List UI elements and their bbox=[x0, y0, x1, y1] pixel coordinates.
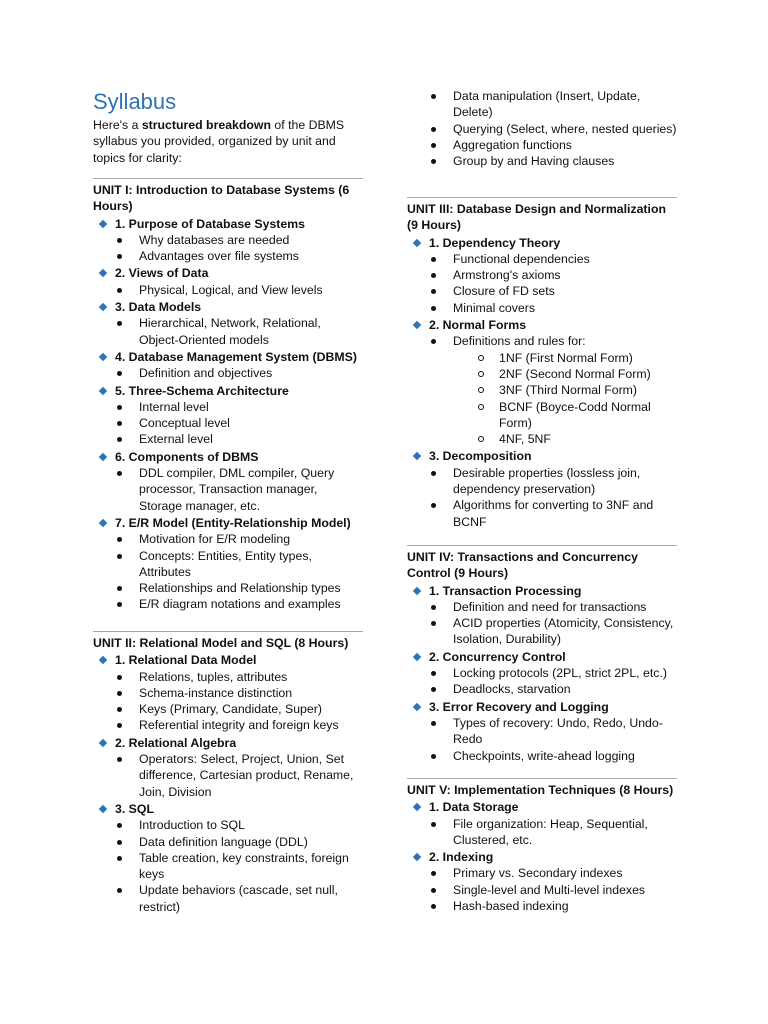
bullet-icon bbox=[117, 691, 122, 696]
list-item-text: Querying (Select, where, nested queries) bbox=[453, 121, 677, 136]
list-item-text: Schema-instance distinction bbox=[139, 685, 293, 700]
list-item bbox=[93, 465, 363, 514]
unit-heading: UNIT III: Database Design and Normalization (9 Hours) bbox=[407, 197, 677, 234]
list-item bbox=[407, 748, 677, 764]
sub-list-item bbox=[407, 399, 677, 432]
topic-title: 3. Data Models bbox=[115, 300, 202, 315]
bullet-icon bbox=[117, 254, 122, 259]
list-item-text: Advantages over file systems bbox=[139, 249, 299, 264]
bullet-list bbox=[407, 599, 677, 648]
topic-title: 1. Transaction Processing bbox=[429, 583, 582, 598]
topic-heading bbox=[407, 235, 677, 251]
list-item bbox=[93, 717, 363, 733]
unit-4-section bbox=[407, 545, 677, 764]
topic-heading bbox=[93, 349, 363, 365]
intro-paragraph bbox=[93, 117, 361, 166]
list-item-text: Why databases are needed bbox=[139, 232, 290, 247]
topic-title: 2. Concurrency Control bbox=[429, 649, 566, 664]
list-item-text: Locking protocols (2PL, strict 2PL, etc.) bbox=[453, 666, 667, 681]
list-item bbox=[93, 232, 363, 248]
bullet-icon bbox=[431, 721, 436, 726]
unit-heading: UNIT II: Relational Model and SQL (8 Hours) bbox=[93, 631, 363, 651]
unit-3-section bbox=[407, 197, 677, 530]
list-item bbox=[93, 751, 363, 800]
list-item bbox=[93, 580, 363, 596]
bullet-list bbox=[407, 816, 677, 849]
topic-heading bbox=[93, 216, 363, 232]
diamond-bullet-icon bbox=[99, 739, 107, 747]
list-item bbox=[407, 88, 677, 121]
topic-title: 3. Error Recovery and Logging bbox=[429, 699, 609, 714]
intro-text-start: Here's a bbox=[93, 118, 142, 132]
list-item bbox=[93, 248, 363, 264]
list-item-text: Data definition language (DDL) bbox=[139, 834, 308, 849]
topic-heading bbox=[93, 265, 363, 281]
list-item bbox=[407, 300, 677, 316]
bullet-icon bbox=[431, 339, 436, 344]
bullet-list bbox=[407, 88, 677, 169]
topic-title: 2. Indexing bbox=[429, 850, 494, 865]
list-item-text: E/R diagram notations and examples bbox=[139, 597, 341, 612]
diamond-bullet-icon bbox=[99, 519, 107, 527]
sub-list-item bbox=[407, 366, 677, 382]
list-item bbox=[407, 898, 677, 914]
topic-heading bbox=[407, 583, 677, 599]
bullet-icon bbox=[117, 321, 122, 326]
list-item-text: Hierarchical, Network, Relational, Object-Oriented models bbox=[139, 316, 321, 347]
list-item bbox=[407, 153, 677, 169]
diamond-bullet-icon bbox=[413, 853, 421, 861]
list-item-text: Single-level and Multi-level indexes bbox=[453, 882, 646, 897]
bullet-icon bbox=[431, 671, 436, 676]
ring-bullet-icon bbox=[478, 404, 484, 410]
diamond-bullet-icon bbox=[413, 702, 421, 710]
bullet-list bbox=[407, 865, 677, 914]
bullet-icon bbox=[117, 238, 122, 243]
bullet-icon bbox=[431, 904, 436, 909]
sub-bullet-list bbox=[407, 350, 677, 448]
list-item bbox=[93, 415, 363, 431]
bullet-icon bbox=[431, 143, 436, 148]
topic-title: 3. Decomposition bbox=[429, 449, 532, 464]
ring-bullet-icon bbox=[478, 371, 484, 377]
bullet-icon bbox=[117, 288, 122, 293]
list-item bbox=[407, 615, 677, 648]
bullet-list bbox=[407, 665, 677, 698]
topic-title: 2. Normal Forms bbox=[429, 318, 527, 333]
bullet-list bbox=[93, 669, 363, 734]
diamond-bullet-icon bbox=[99, 656, 107, 664]
list-item-text: Functional dependencies bbox=[453, 251, 590, 266]
list-item bbox=[93, 431, 363, 447]
list-item bbox=[93, 817, 363, 833]
bullet-icon bbox=[431, 687, 436, 692]
bullet-list bbox=[93, 465, 363, 514]
bullet-list bbox=[93, 817, 363, 915]
bullet-icon bbox=[431, 257, 436, 262]
list-item bbox=[407, 665, 677, 681]
list-item-text: Physical, Logical, and View levels bbox=[139, 282, 323, 297]
bullet-icon bbox=[431, 503, 436, 508]
list-item-text: Concepts: Entities, Entity types, Attributes bbox=[139, 548, 312, 579]
topic-title: 1. Purpose of Database Systems bbox=[115, 216, 305, 231]
bullet-icon bbox=[431, 273, 436, 278]
unit-2-section bbox=[93, 631, 363, 915]
topic-title: 5. Three-Schema Architecture bbox=[115, 383, 289, 398]
bullet-list bbox=[93, 531, 363, 612]
list-item bbox=[93, 399, 363, 415]
diamond-bullet-icon bbox=[99, 269, 107, 277]
topic-title: 2. Views of Data bbox=[115, 266, 209, 281]
diamond-bullet-icon bbox=[413, 238, 421, 246]
topic-heading bbox=[93, 652, 363, 668]
topic-heading bbox=[407, 849, 677, 865]
bullet-list bbox=[407, 465, 677, 530]
bullet-icon bbox=[117, 405, 122, 410]
sub-list-item bbox=[407, 431, 677, 447]
bullet-icon bbox=[117, 437, 122, 442]
unit-heading: UNIT V: Implementation Techniques (8 Hours) bbox=[407, 778, 677, 798]
list-item bbox=[93, 315, 363, 348]
bullet-icon bbox=[431, 94, 436, 99]
list-item-text: Algorithms for converting to 3NF and BCNF bbox=[453, 498, 654, 529]
list-item-text: Types of recovery: Undo, Redo, Undo-Redo bbox=[453, 715, 663, 747]
list-item bbox=[407, 251, 677, 267]
list-item bbox=[93, 531, 363, 547]
topic-heading bbox=[93, 515, 363, 531]
bullet-icon bbox=[117, 723, 122, 728]
topic-title: 2. Relational Algebra bbox=[115, 735, 237, 750]
list-item bbox=[93, 850, 363, 883]
list-item bbox=[93, 548, 363, 581]
ring-bullet-icon bbox=[478, 436, 484, 442]
list-item bbox=[407, 267, 677, 283]
bullet-icon bbox=[431, 471, 436, 476]
list-item-text: Definitions and rules for: bbox=[453, 334, 586, 349]
diamond-bullet-icon bbox=[99, 353, 107, 361]
list-item-text: Introduction to SQL bbox=[139, 818, 245, 833]
list-item-text: 4NF, 5NF bbox=[499, 432, 551, 447]
list-item-text: Definition and need for transactions bbox=[453, 599, 647, 614]
list-item-text: Closure of FD sets bbox=[453, 284, 555, 299]
list-item bbox=[93, 365, 363, 381]
bullet-icon bbox=[431, 306, 436, 311]
topic-heading bbox=[93, 449, 363, 465]
list-item bbox=[407, 121, 677, 137]
diamond-bullet-icon bbox=[413, 321, 421, 329]
bullet-list bbox=[93, 282, 363, 298]
bullet-icon bbox=[431, 605, 436, 610]
bullet-icon bbox=[431, 159, 436, 164]
sub-list-item bbox=[407, 350, 677, 366]
list-item bbox=[407, 715, 677, 748]
list-item bbox=[407, 497, 677, 530]
topic-heading bbox=[93, 383, 363, 399]
list-item-text: Desirable properties (lossless join, dependency preservation) bbox=[453, 465, 641, 497]
bullet-icon bbox=[117, 602, 122, 607]
bullet-icon bbox=[431, 871, 436, 876]
topic-title: 1. Relational Data Model bbox=[115, 653, 257, 668]
list-item-text: Checkpoints, write-ahead logging bbox=[453, 748, 635, 763]
bullet-icon bbox=[431, 822, 436, 827]
diamond-bullet-icon bbox=[99, 303, 107, 311]
diamond-bullet-icon bbox=[413, 586, 421, 594]
topic-heading bbox=[407, 448, 677, 464]
list-item-text: Internal level bbox=[139, 399, 209, 414]
list-item bbox=[93, 685, 363, 701]
list-item-text: Conceptual level bbox=[139, 416, 230, 431]
list-item-text: Armstrong's axioms bbox=[453, 268, 561, 283]
list-item-text: Group by and Having clauses bbox=[453, 154, 615, 169]
list-item-text: 3NF (Third Normal Form) bbox=[499, 383, 638, 398]
list-item-text: Definition and objectives bbox=[139, 366, 273, 381]
bullet-icon bbox=[117, 371, 122, 376]
list-item-text: Primary vs. Secondary indexes bbox=[453, 866, 623, 881]
diamond-bullet-icon bbox=[413, 452, 421, 460]
topic-heading bbox=[407, 699, 677, 715]
list-item bbox=[93, 669, 363, 685]
topic-title: 7. E/R Model (Entity-Relationship Model) bbox=[115, 515, 351, 530]
list-item-text: Keys (Primary, Candidate, Super) bbox=[139, 702, 322, 717]
ring-bullet-icon bbox=[478, 355, 484, 361]
bullet-icon bbox=[117, 856, 122, 861]
bullet-icon bbox=[117, 421, 122, 426]
bullet-icon bbox=[431, 754, 436, 759]
bullet-icon bbox=[431, 621, 436, 626]
list-item bbox=[93, 282, 363, 298]
list-item bbox=[407, 283, 677, 299]
topic-heading bbox=[407, 799, 677, 815]
list-item-text: External level bbox=[139, 432, 213, 447]
topic-heading bbox=[407, 649, 677, 665]
diamond-bullet-icon bbox=[413, 803, 421, 811]
diamond-bullet-icon bbox=[413, 653, 421, 661]
list-item bbox=[93, 834, 363, 850]
page-title: Syllabus bbox=[93, 89, 177, 114]
bullet-list bbox=[93, 315, 363, 348]
list-item bbox=[407, 882, 677, 898]
list-item-text: 1NF (First Normal Form) bbox=[499, 350, 633, 365]
bullet-icon bbox=[117, 675, 122, 680]
topic-title: 1. Data Storage bbox=[429, 800, 519, 815]
list-item-text: Aggregation functions bbox=[453, 137, 572, 152]
list-item-text: Relations, tuples, attributes bbox=[139, 669, 288, 684]
unit-heading: UNIT IV: Transactions and Concurrency Control (9 Hours) bbox=[407, 545, 677, 582]
list-item-text: Operators: Select, Project, Union, Set difference, Cartesian product, Rename, Join, Division bbox=[139, 752, 354, 799]
topic-title: 4. Database Management System (DBMS) bbox=[115, 349, 357, 364]
list-item-text: Referential integrity and foreign keys bbox=[139, 718, 339, 733]
bullet-list bbox=[93, 751, 363, 800]
bullet-list bbox=[93, 365, 363, 381]
bullet-list bbox=[407, 251, 677, 316]
diamond-bullet-icon bbox=[99, 219, 107, 227]
bullet-icon bbox=[431, 289, 436, 294]
list-item bbox=[407, 137, 677, 153]
list-item bbox=[407, 465, 677, 498]
topic-heading bbox=[93, 735, 363, 751]
list-item-text: Update behaviors (cascade, set null, restrict) bbox=[139, 883, 338, 914]
unit-5-section bbox=[407, 778, 677, 914]
diamond-bullet-icon bbox=[99, 453, 107, 461]
list-item bbox=[93, 596, 363, 612]
intro-bold-phrase: structured breakdown bbox=[141, 118, 271, 132]
list-item bbox=[407, 681, 677, 697]
list-item-text: Hash-based indexing bbox=[453, 899, 569, 914]
bullet-list bbox=[93, 232, 363, 265]
bullet-icon bbox=[117, 554, 122, 559]
topic-title: 6. Components of DBMS bbox=[115, 449, 259, 464]
unit-1-section bbox=[93, 178, 363, 613]
unit-heading: UNIT I: Introduction to Database Systems (6 Hours) bbox=[93, 178, 363, 215]
bullet-icon bbox=[117, 537, 122, 542]
list-item bbox=[407, 599, 677, 615]
unit-2-continuation bbox=[407, 88, 677, 169]
list-item-text: BCNF (Boyce-Codd Normal Form) bbox=[499, 399, 651, 430]
list-item bbox=[407, 865, 677, 881]
list-item bbox=[407, 816, 677, 849]
list-item-text: Motivation for E/R modeling bbox=[139, 532, 291, 547]
list-item-text: File organization: Heap, Sequential, Clustered, etc. bbox=[453, 816, 648, 847]
list-item-text: Deadlocks, starvation bbox=[453, 682, 571, 697]
list-item bbox=[407, 333, 677, 349]
list-item-text: Data manipulation (Insert, Update, Delete) bbox=[453, 89, 641, 120]
list-item-text: Table creation, key constraints, foreign keys bbox=[139, 850, 349, 882]
topic-title: 3. SQL bbox=[115, 801, 154, 816]
list-item-text: Relationships and Relationship types bbox=[139, 581, 341, 596]
bullet-list bbox=[93, 399, 363, 448]
bullet-icon bbox=[117, 823, 122, 828]
bullet-icon bbox=[117, 840, 122, 845]
bullet-list bbox=[407, 333, 677, 349]
ring-bullet-icon bbox=[478, 387, 484, 393]
bullet-icon bbox=[431, 888, 436, 893]
topic-heading bbox=[93, 299, 363, 315]
bullet-icon bbox=[117, 888, 122, 893]
bullet-icon bbox=[117, 471, 122, 476]
bullet-icon bbox=[431, 127, 436, 132]
list-item-text: Minimal covers bbox=[453, 300, 535, 315]
bullet-list bbox=[407, 715, 677, 764]
topic-title: 1. Dependency Theory bbox=[429, 235, 561, 250]
diamond-bullet-icon bbox=[99, 805, 107, 813]
list-item bbox=[93, 882, 363, 915]
list-item-text: ACID properties (Atomicity, Consistency, Isolation, Durability) bbox=[453, 616, 674, 647]
topic-heading bbox=[93, 801, 363, 817]
topic-heading bbox=[407, 317, 677, 333]
list-item-text: DDL compiler, DML compiler, Query processor, Transaction manager, Storage manager, etc. bbox=[139, 466, 335, 513]
list-item bbox=[93, 701, 363, 717]
bullet-icon bbox=[117, 757, 122, 762]
bullet-icon bbox=[117, 707, 122, 712]
intro-text-end: of the DBMS syllabus you provided, organized by unit and topics for clarity: bbox=[93, 118, 345, 165]
bullet-icon bbox=[117, 586, 122, 591]
list-item-text: 2NF (Second Normal Form) bbox=[499, 366, 651, 381]
diamond-bullet-icon bbox=[99, 386, 107, 394]
sub-list-item bbox=[407, 382, 677, 398]
